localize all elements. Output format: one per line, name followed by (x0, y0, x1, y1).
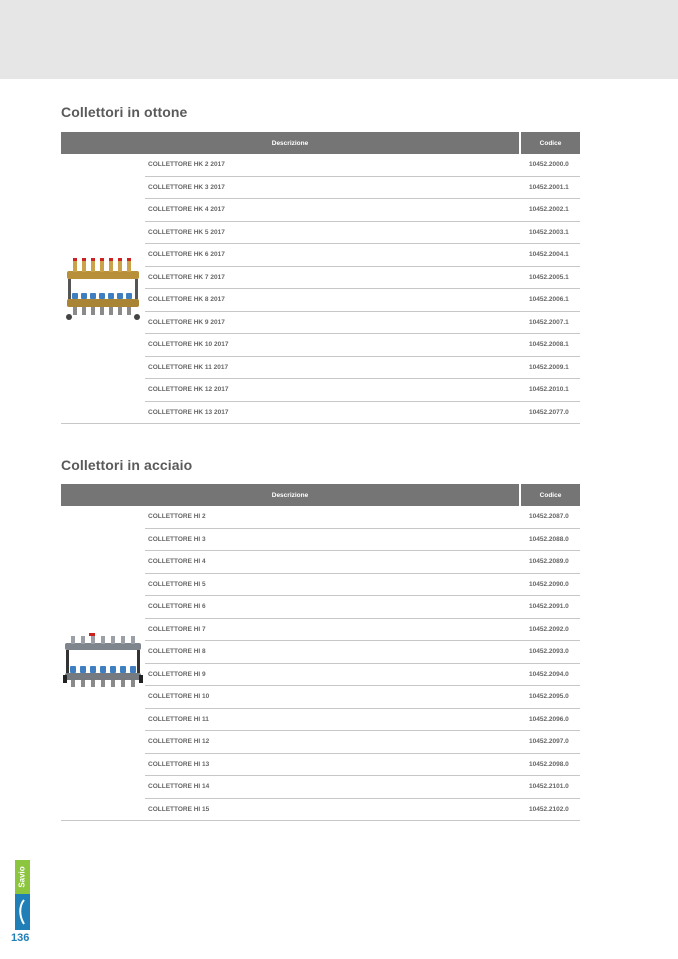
header-band (0, 0, 678, 79)
row-description: COLLETTORE HI 11 (148, 715, 209, 723)
row-code: 10452.2001.1 (529, 183, 569, 191)
row-code: 10452.2098.0 (529, 760, 569, 768)
table-row (145, 776, 580, 799)
table-row (145, 177, 580, 200)
row-code: 10452.2095.0 (529, 693, 569, 701)
row-description: COLLETTORE HK 12 2017 (148, 386, 229, 394)
row-code: 10452.2004.1 (529, 251, 569, 259)
row-description: COLLETTORE HK 4 2017 (148, 206, 225, 214)
row-description: COLLETTORE HI 15 (148, 805, 210, 813)
table-row (145, 529, 580, 552)
row-code: 10452.2087.0 (529, 513, 569, 521)
row-description: COLLETTORE HI 5 (148, 580, 206, 588)
column-header-code: Codice (519, 484, 580, 506)
table-row (145, 402, 580, 425)
brand-green-block (15, 860, 30, 894)
steel-manifold-icon (63, 633, 143, 691)
row-code: 10452.2077.0 (529, 408, 569, 416)
row-code: 10452.2091.0 (529, 603, 569, 611)
row-code: 10452.2092.0 (529, 625, 569, 633)
section-title-brass: Collettori in ottone (61, 104, 188, 120)
table-body (61, 506, 580, 821)
row-code: 10452.2007.1 (529, 318, 569, 326)
table-row (145, 754, 580, 777)
table-row (145, 664, 580, 687)
table-row (145, 574, 580, 597)
brand-blue-block (15, 894, 30, 930)
row-description: COLLETTORE HK 2 2017 (148, 161, 225, 169)
table-row (145, 506, 580, 529)
table-row (145, 686, 580, 709)
row-code: 10452.2097.0 (529, 738, 569, 746)
row-description: COLLETTORE HI 13 (148, 760, 210, 768)
page-number: 136 (11, 932, 30, 944)
table-body (61, 154, 580, 424)
product-table-brass (61, 132, 580, 424)
column-header-description: Descrizione (271, 491, 309, 499)
table-rows (145, 506, 580, 821)
row-description: COLLETTORE HI 12 (148, 738, 210, 746)
product-table-steel (61, 484, 580, 821)
table-bottom-rule (61, 423, 580, 424)
table-row (145, 551, 580, 574)
row-description: COLLETTORE HI 2 (148, 513, 206, 521)
row-description: COLLETTORE HI 14 (148, 783, 210, 791)
table-row (145, 199, 580, 222)
row-code: 10452.2008.1 (529, 341, 569, 349)
column-header-code: Codice (519, 132, 580, 154)
table-row (145, 357, 580, 380)
row-code: 10452.2102.0 (529, 805, 569, 813)
row-code: 10452.2010.1 (529, 386, 569, 394)
row-description: COLLETTORE HI 3 (148, 535, 206, 543)
table-bottom-rule (61, 820, 580, 821)
table-row (145, 312, 580, 335)
product-image-brass (61, 154, 145, 422)
table-header (61, 484, 580, 506)
table-row (145, 154, 580, 177)
row-code: 10452.2090.0 (529, 580, 569, 588)
row-description: COLLETTORE HK 10 2017 (148, 341, 229, 349)
table-row (145, 334, 580, 357)
row-description: COLLETTORE HK 6 2017 (148, 251, 225, 259)
table-row (145, 641, 580, 664)
row-code: 10452.2002.1 (529, 206, 569, 214)
brass-manifold-icon (65, 257, 141, 323)
row-description: COLLETTORE HK 9 2017 (148, 318, 225, 326)
table-row (145, 267, 580, 290)
table-row (145, 289, 580, 312)
table-row (145, 222, 580, 245)
row-description: COLLETTORE HI 8 (148, 648, 206, 656)
row-code: 10452.2094.0 (529, 670, 569, 678)
row-code: 10452.2088.0 (529, 535, 569, 543)
row-description: COLLETTORE HI 10 (148, 693, 210, 701)
row-description: COLLETTORE HK 3 2017 (148, 183, 225, 191)
row-description: COLLETTORE HK 11 2017 (148, 363, 229, 371)
table-row (145, 731, 580, 754)
table-row (145, 709, 580, 732)
table-row (145, 244, 580, 267)
table-row (145, 596, 580, 619)
section-title-steel: Collettori in acciaio (61, 457, 193, 473)
row-code: 10452.2003.1 (529, 228, 569, 236)
brand-name: Savio (17, 866, 27, 888)
row-code: 10452.2101.0 (529, 783, 569, 791)
row-code: 10452.2093.0 (529, 648, 569, 656)
row-code: 10452.2096.0 (529, 715, 569, 723)
table-row (145, 799, 580, 822)
row-code: 10452.2000.0 (529, 161, 569, 169)
row-code: 10452.2005.1 (529, 273, 569, 281)
row-code: 10452.2009.1 (529, 363, 569, 371)
row-description: COLLETTORE HI 4 (148, 558, 206, 566)
row-description: COLLETTORE HK 5 2017 (148, 228, 225, 236)
table-row (145, 379, 580, 402)
brand-swoosh-icon (15, 894, 30, 930)
row-description: COLLETTORE HK 8 2017 (148, 296, 225, 304)
brand-bar (15, 860, 30, 930)
row-code: 10452.2006.1 (529, 296, 569, 304)
table-rows (145, 154, 580, 424)
product-image-steel (61, 506, 145, 818)
table-header (61, 132, 580, 154)
column-header-description: Descrizione (271, 139, 309, 147)
row-description: COLLETTORE HK 7 2017 (148, 273, 225, 281)
row-description: COLLETTORE HI 6 (148, 603, 206, 611)
table-row (145, 619, 580, 642)
row-description: COLLETTORE HI 7 (148, 625, 206, 633)
row-description: COLLETTORE HI 9 (148, 670, 206, 678)
row-code: 10452.2089.0 (529, 558, 569, 566)
row-description: COLLETTORE HK 13 2017 (148, 408, 229, 416)
